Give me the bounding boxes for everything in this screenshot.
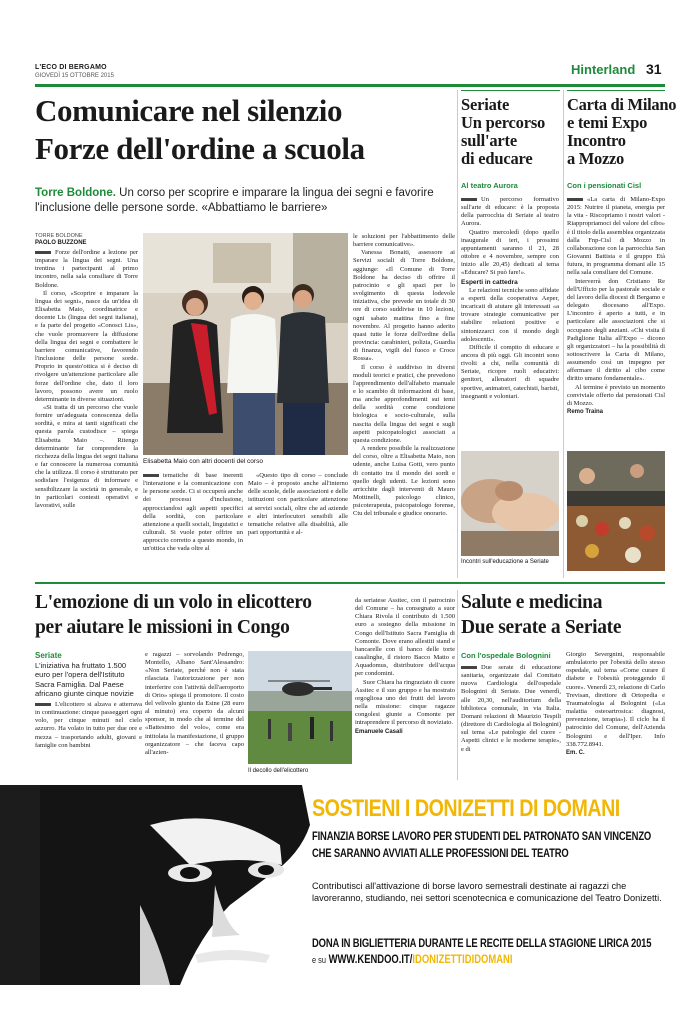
main-col1-p1: Forze dell'ordine a lezione per imparare la lingua dei segni. Una trentina i partecipanti al primo incontro, nella sala consiliare di Torre Boldone. (35, 249, 138, 289)
sidebar1-caption: Incontri sull'educazione a Seriate (461, 559, 549, 565)
sidebar1-p2: Quattro mercoledì (dopo quello inaugurale di ieri, i prossimi appuntamenti saranno il 21, 28 ottobre e 4 novembre, sempre con inizio alle 20,45) dedicati al tema «Educare? Si può fare!». (461, 228, 559, 277)
main-title-line2: Forze dell'ordine a scuola (35, 131, 365, 166)
sidebar1-photo (461, 451, 559, 556)
heli-col1 (35, 701, 142, 781)
main-col4 (353, 233, 455, 577)
main-photo-caption: Elisabetta Maio con altri docenti del corso (143, 458, 263, 465)
heli-col1-p1: L'elicottero si alzava e atterrava in continuazione: cinque passeggeri ogni volo, per cinque minuti nel cielo azzurro. Ha volato in tutto per due ore e mezza – trasportando adulti, giovani e famiglie con bambini (35, 701, 142, 749)
main-col1-p2: Il corso, «Scoprire e imparare la lingua dei segni», nasce da un'idea di Elisabetta Maio, coordinatrice e docente Lis (lingua dei segni italiana), e fa parte del progetto «Conosci Lis», che vuole promuovere la diffusione della lingua dei segni e combattere le barriere comunicative, favorendo l'inclusione delle persone sorde. Proprio in questo'ottica si è deciso di rivolgere un'attenzione particolare alle forze dell'ordine che, dato il loro lavoro, possono avere un ruolo determinante in diverse situazioni. (35, 289, 138, 403)
salute-col1 (461, 664, 561, 782)
main-col3 (248, 472, 348, 577)
heli-title-line1: L'emozione di un volo in elicottero (35, 592, 312, 613)
ad-web-url[interactable]: WWW.KENDOO.IT/ (328, 954, 413, 966)
main-col1 (35, 249, 138, 577)
main-deck-text: Un corso per scoprire e imparare la lingua dei segni e favorire l'inclusione delle persone sorde. «Abbattiamo le barriere» (35, 187, 434, 214)
sidebar2-photo (567, 451, 665, 571)
sidebar1-rule (461, 90, 560, 91)
sidebar2-p3: Al termine è previsto un momento conviviale offerto dai pensionati Cisl di Mozzo. (567, 383, 665, 407)
main-col2 (143, 472, 243, 577)
main-place: TORRE BOLDONE (35, 233, 83, 239)
heli-photo (248, 651, 352, 764)
heli-deck: L'iniziativa ha fruttato 1.500 euro per l'opera dell'Istituto Sacra Famiglia. Dal Paese africano giunte cinque novizie (35, 661, 134, 699)
sidebar2-title-line: Carta di Milano (567, 95, 677, 114)
heli-col2 (145, 651, 244, 783)
salute-col2 (566, 651, 665, 782)
main-col4-p4: A rendere possibile la realizzazione del corso, oltre a Elisabetta Maio, non udente, anche Luisa Gotti, vero punto di contatto tra il mondo dei sordi e quello degli udenti. Le lezioni sono arricchite dagli interventi di Mauro Mottinelli, psicologo clinico, psicoterapeuta, psicopatologo forense, Ctu del tribunale e giudice onorario. (353, 445, 455, 518)
salute-signature: Em. C. (566, 749, 585, 756)
masthead-section: Hinterland (571, 62, 636, 77)
main-col3-p1: «Questo tipo di corso – conclude Maio – è proposto anche all'interno delle scuole, delle associazioni e delle istituzioni con particolare attenzione ai servizi sociali, oltre che ad aziende e altri interlocutori sensibili alle tematiche relative alla disabilità, alle pari opportunità e al- (248, 472, 348, 537)
sidebar2-signature: Remo Traina (567, 409, 604, 416)
divider-main-sidebar (457, 90, 458, 578)
heli-col3 (355, 597, 455, 782)
sidebar1-title-line: sull'arte (461, 131, 517, 150)
main-col4-p2: Vanessa Bonaiti, assessore ai Servizi sociali di Torre Boldone, aggiunge: «Il Comune di Torre Boldone ha deciso di offrire il patrocinio e gli spazi per lo svolgimento di questa lodevole iniziativa, che prevede un totale di 30 ore di corso suddivise in 10 lezioni, ogni sabato mattina fino a fine novembre. Al progetto hanno aderito quasi tutte le forze dell'ordine della provincia: carabinieri, polizia, Guardia di finanza, vigili del fuoco e Croce Rossa». (353, 249, 455, 363)
heli-kicker: Seriate (35, 651, 62, 660)
sidebar2-title-line: Incontro (567, 131, 626, 150)
page-number: 31 (646, 61, 662, 77)
sidebar1-p1: Un percorso formativo sull'arte di educare: è la proposta della parrocchia di Seriate al teatro Aurora. (461, 196, 559, 228)
main-kicker: Torre Boldone. (35, 187, 116, 199)
teachers-photo-graphic (143, 233, 348, 455)
divider-heli-salute (457, 590, 458, 780)
sidebar1-kicker: Al teatro Aurora (461, 181, 518, 190)
ad-cta: DONA IN BIGLIETTERIA DURANTE LE RECITE DELLA STAGIONE LIRICA 2015 (312, 938, 652, 950)
masthead-date: GIOVEDÌ 15 OTTOBRE 2015 (35, 73, 114, 79)
heli-col3-p2: Suor Chiara ha ringraziato di cuore Assitec e il suo gruppo e ha mostrato orgogliosa uno dei frutti del lavoro nella missione: cinque ragazze congolesi giunte a Comonte per intraprendere il percorso di noviziato. (355, 678, 455, 727)
ad-web-url-highlight[interactable]: IDONIZETTIDIDOMANI (412, 954, 513, 966)
salute-title-line1: Salute e medicina (461, 592, 603, 613)
sidebar2-title (567, 96, 676, 168)
ad-subline1: FINANZIA BORSE LAVORO PER STUDENTI DEL PATRONATO SAN VINCENZO (312, 831, 652, 843)
sidebar2-title-line: e temi Expo (567, 113, 648, 132)
ad-banner (0, 785, 700, 985)
sidebar2-p2: Interverrà don Cristiano Re dell'Ufficio per la pastorale sociale e del lavoro della diocesi di Bergamo e delegato diocesano all'Expo. L'incontro è aperto a tutti, e in particolare alle associazioni che si occupano degli anziani. «Chi visita il Padiglione Italia all'Expo – dicono gli organizzatori – ha la possibilità di sottoscrivere la Carta di Milano, assumendo così un impegno per affermare il diritto al cibo come diritto umano fondamentale». (567, 277, 665, 383)
sidebar1-subhead: Esperti in cattedra (461, 278, 518, 286)
sidebar1-title-line: Un percorso (461, 113, 546, 132)
ad-body: Contributisci all'attivazione di borse lavoro semestrali destinate ai ragazzi che lavoreranno, studiando, nei settori scenotecnica e comunicazione del Teatro Donizetti. (312, 881, 662, 903)
masthead-paper: L'ECO DI BERGAMO (35, 64, 107, 71)
main-col4-p1: le soluzioni per l'abbattimento delle barriere comunicative». (353, 233, 455, 249)
sidebar1-title (461, 96, 545, 168)
expo-market-photo-graphic (567, 451, 665, 571)
divider-sidebars (563, 90, 564, 578)
sidebar2-kicker: Con i pensionati Cisl (567, 181, 642, 190)
sidebar1-p3: Le relazioni tecniche sono affidate a esperti della cooperativa Aeper, incaricati di aiutare gli interessati «a trovare strategie comunicative per stabilire relazioni positive e sintonizzarci con il mondo degli adolescenti». (461, 286, 559, 343)
salute-title-line2: Due serate a Seriate (461, 617, 622, 638)
heli-photo-caption: Il decollo dell'elicottero (248, 768, 309, 774)
ad-web-line[interactable] (312, 954, 512, 966)
main-title-line1: Comunicare nel silenzio (35, 93, 343, 128)
sidebar1-title-line: Seriate (461, 95, 510, 114)
sidebar1-title-line: di educare (461, 149, 533, 168)
salute-col1-p1: Due serate di educazione sanitaria, organizzate dal Comitato nuova Cardiologia dell'ospedale Bolognini di Seriate. Due venerdì, alle 20,30, nell'auditorium della biblioteca comunale, in via Italia. Domani relazioni di Maurizio Tespili (direttore di Cardiologia al Bolognini) sul tema «Le patologie del cuore - Aspetti clinici e le moderne terapie», e di (461, 664, 561, 753)
helicopter-photo-graphic (248, 651, 352, 764)
main-col4-p3: Il corso è suddiviso in diversi moduli teorici e pratici, che prevedono l'apprendimento dell'alfabeto manuale e lo scambio di informazioni di base, ma anche approfondimenti sui temi della sordità come condizione biologica e socio-culturale, sulla nascita della lingua dei segni e sugli aspetti psicopatologici associati a questa condizione. (353, 363, 455, 444)
sidebar2-title-line: a Mozzo (567, 149, 624, 168)
masthead-rule (35, 84, 665, 87)
sidebar1-p4: Difficile il compito di educare e ancora di più oggi. Gli incontri sono rivolti a chi, nella comunità di Seriate, ricopre ruoli educativi: genitori, allenatori di squadre sportive, animatori, catechisti, baristi, insegnanti e volontari. (461, 343, 559, 400)
sidebar2-rule (567, 90, 665, 91)
salute-kicker: Con l'ospedale Bolognini (461, 651, 551, 660)
sidebar2-p1: «La carta di Milano-Expo 2015: Nutrire il pianeta, energia per la vita - Riscopriamo i nostri valori - Riappropriamoci del valore del cibo» è il titolo della assemblea organizzata dalla Fnp-Cisl di Mozzo in collaborazione con la parrocchia San Giovanni Battista e il gruppo Età futura, in programma domani alle 15 nella sala consiliare del Comune. (567, 196, 665, 277)
main-col1-p3: «Si tratta di un percorso che vuole fornire un'adeguata conoscenza della sordità, e mira ai tanti significati che questa parola custodisce – spiega Elisabetta Maio –. Ritengo determinante far comprendere la ricchezza della lingua dei segni italiana e far conoscere la numerosa comunità che la utilizza. Il corso è strutturato per sodisfare l'esigenza di informare e sensibilizzare la società in generale, e in particolari contesti operativi e lavorativi, sulle (35, 403, 138, 509)
portrait-graphic (0, 785, 320, 985)
salute-col2-p1: Giorgio Severgnini, responsabile ambulatorio per l'obesità dello stesso ospedale, sul tema «Come curare il diabete e l'obesità proteggendo il cuore». Venerdì 23, relazione di Carlo Trevisan, direttore di Ortopedia e Traumatologia al Bolognini («La malattia osteoartrosica: diagnosi, prevenzione, terapia»). Il ciclo ha il patrocinio del Comune, dell'Azienda Bolognini e dell'Iper. Info 338.772.8941. (566, 651, 665, 748)
main-deck (35, 186, 445, 215)
ad-subline2: CHE SARANNO AVVIATI ALLE PROFESSIONI DEL TEATRO (312, 848, 569, 860)
main-author: PAOLO BUZZONE (35, 240, 87, 246)
ad-web-prefix: e su (312, 955, 326, 965)
ad-headline: SOSTIENI I DONIZETTI DI DOMANI (312, 795, 620, 822)
sidebar2-body (567, 196, 665, 436)
hands-photo-graphic (461, 451, 559, 556)
heli-title-line2: per aiutare le missioni in Congo (35, 617, 290, 638)
sidebar1-body (461, 196, 559, 446)
heli-col2-p1: e ragazzi – sorvolando Pedrengo, Montello, Albano Sant'Alessandro: «Non Seriate, perché non è stata rilasciata l'autorizzazione per non interferire con l'attività dell'aeroporto di Orio» spiega il promotore. Il costo del velivolo giunto da Esine (28 euro al minuto) era coperto da alcuni sponsor, in modo che al termine del «Battesimo del volo», come era intitolata la manifestazione, il gruppo organizzatore – che faceva capo all'azien- (145, 651, 244, 756)
heli-col3-p1: da seriatese Assitec, con il patrocinio del Comune – ha consegnato a suor Chiara Rivola il contributo di 1.500 euro a sostegno della missione in Congo dell'Istituto Sacra Famiglia di Comonte. Dove erano allestiti stand e bancarelle con il banco delle torte casalinghe, il ristoro Bacco Matto e Aquadomus, distributore dell'acqua per condomini. (355, 597, 455, 678)
section-divider (35, 582, 665, 584)
main-photo (143, 233, 348, 455)
main-col2-p1: tematiche di base inerenti l'interazione e la comunicazione con le persone sorde. Ci si occuperà anche dei processi d'inclusione, approcciandosi agli aspetti specifici della sordità, con particolare attenzione a quelli sociali, linguistici e culturali. Si vuole poter offrire un approccio corretto a questo mondo, in un'ottica che vada oltre al (143, 472, 243, 553)
heli-signature: Emanuele Casali (355, 728, 403, 735)
